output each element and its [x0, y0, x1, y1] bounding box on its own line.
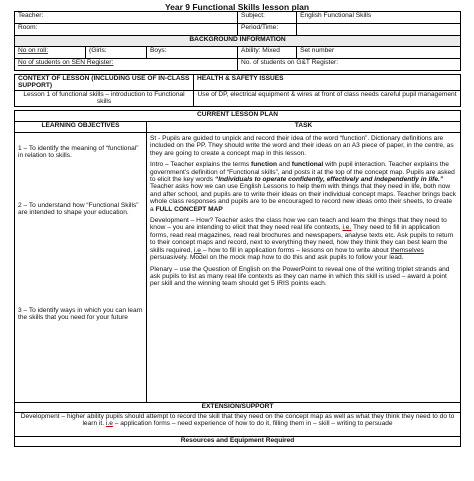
context-text: Lesson 1 of functional skills – introduction to Functional skills [15, 91, 194, 107]
current-plan-heading: CURRENT LESSON PLAN [15, 111, 461, 122]
extension-header-row [15, 403, 461, 413]
plan-header-row [15, 111, 461, 122]
register-row [15, 59, 461, 71]
period-label: Period/Time: [238, 24, 297, 36]
objective-3: 3 – To identify ways in which you can learn the skills that you need for your future [18, 306, 143, 322]
plan-body-row [15, 133, 461, 403]
roll-row [15, 47, 461, 59]
boys-count: Boys: [147, 47, 238, 59]
context-row [15, 91, 461, 107]
task-plenary: Plenary – use the Question of English on the PowerPoint to reveal one of the writing triplet strands and ask pupils to list as many real life contexts as they can name in which this skill is used – award a point per skill and the winning team should get 5 IRIS points each. [150, 265, 450, 288]
no-on-roll: No on roll: [15, 47, 86, 59]
gt-register: No. of students on G&T Register: [238, 59, 461, 71]
subject-label: Subject: [238, 12, 297, 24]
lesson-plan-table [14, 11, 461, 447]
ability-value: Ability: Mixed [238, 47, 297, 59]
task-intro: Intro – Teacher explains the terms function and functional with pupil interaction. Teacher explains the government’s definition of “Functional skills”, and posts it at the top of the concept map. Pupils are asked to elicit the key words “Individuals to operate confidently, effectively and independently in life.” Teacher asks how we can use English Lessons to help them with things that they need in life, both now and after school, and pupils are to write their ideas on their individual concept maps. Teacher brings back whole class responses and pupils are to be encouraged to record new ideas onto their sheets, to create a FULL CONCEPT MAP [150, 161, 456, 213]
objectives-cell [15, 133, 147, 403]
task-heading: TASK [147, 122, 461, 133]
background-heading: BACKGROUND INFORMATION [15, 36, 461, 47]
background-header-row [15, 36, 461, 47]
objectives-heading: LEARNING OBJECTIVES [15, 122, 147, 133]
task-development: Development – How? Teacher asks the class how we can teach and learn the things that they need to know – you are intending to elicit that they need real life contexts, i.e. They need to fill in application forms, read real magazines, read real brochures and newspapers, analyse texts etc. Ask pupils to return to their concept maps and record, next to everything they need, how they think they can best learn the skills required, i.e – how to fill in application forms – lessons on how to write about themselves persuasively. Model on the mock map how to do this and ask pupils to follow your lead. [150, 217, 454, 262]
extension-text: Development – higher ability pupils should attempt to record the skill that they need on the concept map as well as what they think they need to do to learn it. i.e – application forms – need experience of how to do it, filling them in – skill – writing to persuade [15, 413, 461, 437]
task-starter: St - Pupils are guided to unpick and record their idea of the word “function”. Dictionary definitions are included on the PP. They should write the word and their ideas on an A3 piece of paper, in the centre, as they are going to create a concept map in this lesson. [150, 135, 454, 157]
task-cell [147, 133, 461, 403]
health-safety-heading: HEALTH & SAFETY ISSUES [194, 75, 461, 91]
resources-heading: Resources and Equipment Required [15, 437, 461, 447]
teacher-field: Teacher: [15, 12, 238, 24]
health-safety-text: Use of DP, electrical equipment & wires at front of class needs careful pupil management [194, 91, 461, 107]
teacher-row [15, 12, 461, 24]
set-number: Set number [297, 47, 461, 59]
context-header-row [15, 75, 461, 91]
room-row [15, 24, 461, 36]
objective-1: 1 – To identify the meaning of “functional” in relation to skills. [18, 145, 139, 160]
subject-value: English Functional Skills [297, 12, 461, 24]
room-field: Room: [15, 24, 238, 36]
plan-columns-row [15, 122, 461, 133]
resources-header-row [15, 437, 461, 447]
extension-heading: EXTENSION/SUPPORT [15, 403, 461, 413]
page-title: Year 9 Functional Skills lesson plan [164, 2, 310, 12]
girls-count: (Girls: [86, 47, 147, 59]
objective-2: 2 – To understand how “Functional Skills” are intended to shape your education. [18, 201, 139, 217]
extension-row [15, 413, 461, 437]
context-heading: CONTEXT OF LESSON (INCLUDING USE OF IN-CLASS SUPPORT) [15, 75, 194, 91]
period-value [297, 24, 461, 36]
sen-register: No of students on SEN Register: [15, 59, 238, 71]
